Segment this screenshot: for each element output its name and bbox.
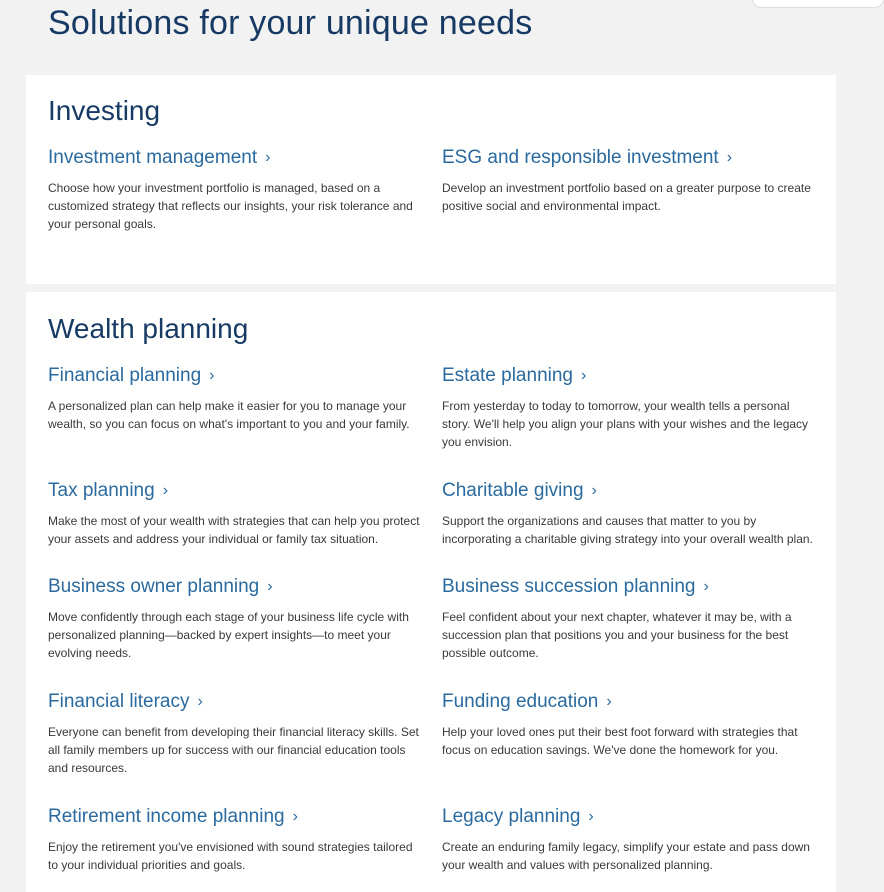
section-title-wealth-planning: Wealth planning [48,313,249,344]
chevron-right-icon: › [197,693,203,710]
chevron-right-icon: › [726,149,733,166]
chevron-right-icon: › [581,367,587,384]
section-title-investing: Investing [48,95,161,126]
solution-item-tax-planning [48,480,422,548]
link-label: Charitable giving [442,480,584,501]
solution-item-retirement-income-planning [48,806,422,874]
link-label: Financial literacy [48,691,190,712]
wealth-planning-section [26,292,836,892]
link-label: Tax planning [48,480,155,501]
solution-description: Create an enduring family legacy, simplify your estate and pass down your wealth and values with personalized planning. [442,840,810,872]
link-financial-literacy[interactable] [48,691,203,714]
chevron-right-icon: › [209,367,215,384]
link-tax-planning[interactable] [48,480,168,503]
page-title: Solutions for your unique needs [48,4,533,42]
chevron-right-icon: › [591,482,597,499]
link-business-owner-planning[interactable] [48,576,273,599]
solution-description: Move confidently through each stage of your business life cycle with personalized planning—backed by expert insights—to meet your evolving needs. [48,610,409,660]
chevron-right-icon: › [162,482,169,499]
solution-description: Enjoy the retirement you've envisioned with sound strategies tailored to your individual priorities and goals. [48,840,413,872]
floating-widget-edge [752,0,884,8]
chevron-right-icon: › [606,693,612,710]
link-label: Funding education [442,691,599,712]
solution-item-funding-education [442,691,816,759]
solution-description: Support the organizations and causes that matter to you by incorporating a charitable giving strategy into your overall wealth plan. [442,514,813,546]
link-label: Estate planning [442,365,573,386]
solution-item-financial-planning [48,365,422,433]
chevron-right-icon: › [588,808,594,825]
link-business-succession-planning[interactable] [442,576,709,599]
solution-item-legacy-planning [442,806,816,874]
link-label: ESG and responsible investment [442,147,719,168]
solution-item-business-owner-planning [48,576,422,662]
link-retirement-income-planning[interactable] [48,806,298,829]
link-funding-education[interactable] [442,691,612,714]
chevron-right-icon: › [703,578,709,595]
solution-item-charitable-giving [442,480,816,548]
link-financial-planning[interactable] [48,365,215,388]
link-charitable-giving[interactable] [442,480,597,503]
solution-description: Help your loved ones put their best foot forward with strategies that focus on education savings. We've done the homework for you. [442,725,798,757]
link-label: Business succession planning [442,576,696,597]
chevron-right-icon: › [265,149,271,166]
solution-description: From yesterday to today to tomorrow, your wealth tells a personal story. We'll help you align your plans with your wishes and the legacy you envision. [442,399,809,449]
solution-item-estate-planning [442,365,816,451]
solution-item-financial-literacy [48,691,422,777]
solution-description: Feel confident about your next chapter, whatever it may be, with a succession plan that positions you and your business for the best possible outcome. [442,610,792,660]
chevron-right-icon: › [292,808,298,825]
solution-description: Choose how your investment portfolio is managed, based on a customized strategy that reflects our insights, your risk tolerance and your personal goals. [48,181,413,231]
solution-description: Develop an investment portfolio based on a greater purpose to create positive social and environmental impact. [442,181,811,213]
link-label: Financial planning [48,365,202,386]
link-legacy-planning[interactable] [442,806,594,829]
link-label: Business owner planning [48,576,260,597]
solution-description: Make the most of your wealth with strategies that can help you protect your assets and address your individual or family tax situation. [48,514,420,546]
investing-section [26,75,836,284]
link-label: Retirement income planning [48,806,285,827]
link-label: Legacy planning [442,806,581,827]
link-esg-responsible-investment[interactable] [442,147,732,170]
link-estate-planning[interactable] [442,365,586,388]
solution-item-investment-management [48,147,422,233]
solution-description: A personalized plan can help make it easier for you to manage your wealth, so you can focus on what's important to you and your family. [48,399,410,431]
link-investment-management[interactable] [48,147,270,170]
chevron-right-icon: › [267,578,273,595]
solution-item-business-succession-planning [442,576,816,662]
solution-item-esg [442,147,816,215]
link-label: Investment management [48,147,258,168]
solution-description: Everyone can benefit from developing their financial literacy skills. Set all family members up for success with our financial education tools and resources. [48,725,419,775]
